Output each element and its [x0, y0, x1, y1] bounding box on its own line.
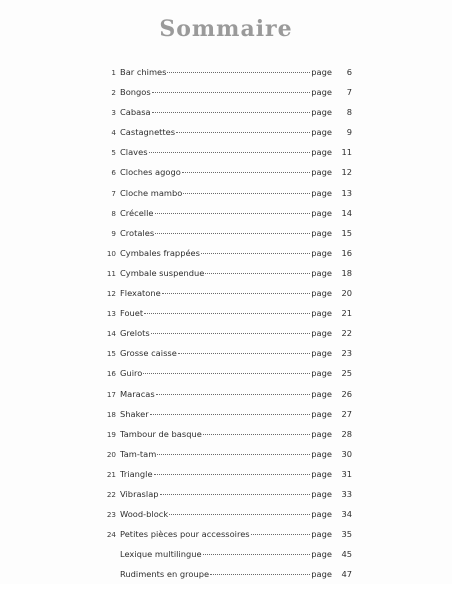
table-of-contents — [100, 67, 352, 589]
dot-leader — [160, 494, 311, 495]
toc-entry-label: Shaker — [120, 408, 149, 419]
toc-entry-number: 18 — [106, 409, 116, 419]
toc-entry-label: Crotales — [120, 227, 155, 238]
toc-entry-page-number: 45 — [341, 549, 352, 560]
toc-entry-page-word: page — [311, 147, 332, 158]
toc-entry-page-number: 20 — [341, 288, 352, 299]
toc-entry-page-word: page — [311, 569, 332, 580]
toc-entry-page-number: 35 — [341, 529, 352, 540]
toc-entry-page-number: 31 — [341, 468, 352, 479]
toc-entry-number: 13 — [106, 309, 116, 319]
toc-entry-label: Cabasa — [120, 107, 151, 118]
toc-entry — [100, 188, 352, 208]
toc-entry — [100, 368, 352, 388]
toc-entry — [100, 87, 352, 107]
dot-leader — [178, 353, 310, 354]
toc-entry — [100, 107, 352, 127]
toc-entry-label: Triangle — [120, 468, 153, 479]
dot-leader — [205, 273, 310, 274]
toc-entry-number: 1 — [111, 68, 116, 77]
toc-entry-label: Bongos — [120, 87, 151, 98]
dot-leader — [150, 414, 311, 415]
dot-leader — [210, 574, 310, 575]
toc-entry-number: 24 — [106, 530, 116, 540]
dot-leader — [182, 172, 310, 173]
toc-entry-page-number: 8 — [346, 107, 352, 118]
toc-entry-page-number: 15 — [341, 227, 352, 238]
toc-entry-label: Guiro — [120, 368, 143, 379]
toc-entry — [100, 389, 352, 409]
toc-entry-page-word: page — [311, 87, 332, 98]
toc-entry-page-number: 33 — [341, 488, 352, 499]
dot-leader — [203, 434, 310, 435]
toc-entry-page-word: page — [311, 127, 332, 138]
toc-entry-page-word: page — [311, 408, 332, 419]
toc-entry-page-number: 25 — [341, 368, 352, 379]
dot-leader — [155, 233, 310, 234]
toc-entry-number: 22 — [106, 489, 116, 499]
toc-entry-label: Grelots — [120, 328, 150, 339]
toc-entry-label: Castagnettes — [120, 127, 176, 138]
toc-entry-page-number: 14 — [341, 207, 352, 218]
toc-entry-page-number: 16 — [341, 247, 352, 258]
toc-entry-number: 20 — [106, 449, 116, 459]
toc-entry-page-word: page — [311, 167, 332, 178]
dot-leader — [156, 394, 311, 395]
toc-entry-page-number: 23 — [341, 348, 352, 359]
toc-entry-number: 10 — [106, 248, 116, 258]
toc-entry-label: Cloche mambo — [120, 187, 183, 198]
toc-entry-label: Tambour de basque — [120, 428, 202, 439]
dot-leader — [152, 112, 311, 113]
toc-entry-page-word: page — [311, 348, 332, 359]
dot-leader — [152, 92, 311, 93]
dot-leader — [149, 152, 311, 153]
toc-entry-number: 5 — [111, 148, 116, 158]
toc-entry — [100, 167, 352, 187]
toc-entry — [100, 409, 352, 429]
dot-leader — [201, 253, 310, 254]
dot-leader — [151, 333, 311, 334]
toc-entry-number: 3 — [111, 108, 116, 118]
toc-entry-label: Bar chimes — [120, 67, 167, 77]
toc-entry-number: 8 — [111, 208, 116, 218]
toc-entry-page-number: 18 — [341, 267, 352, 278]
toc-entry-number: 11 — [106, 268, 116, 278]
toc-entry-page-word: page — [311, 368, 332, 379]
toc-entry — [100, 208, 352, 228]
toc-entry-page-word: page — [311, 67, 332, 77]
dot-leader — [251, 534, 311, 535]
toc-entry-label: Fouet — [120, 308, 144, 319]
toc-entry-number: 19 — [106, 429, 116, 439]
toc-entry-page-number: 13 — [341, 187, 352, 198]
toc-entry-page-word: page — [311, 428, 332, 439]
toc-entry-page-word: page — [311, 468, 332, 479]
toc-entry — [100, 308, 352, 328]
toc-entry-page-number: 47 — [341, 569, 352, 580]
dot-leader — [167, 72, 310, 73]
toc-entry-page-word: page — [311, 288, 332, 299]
dot-leader — [183, 193, 310, 194]
toc-entry-page-number: 22 — [341, 328, 352, 339]
toc-entry — [100, 429, 352, 449]
toc-entry — [100, 348, 352, 368]
toc-entry-page-word: page — [311, 207, 332, 218]
toc-entry-label: Lexique multilingue — [120, 549, 202, 560]
toc-entry-page-word: page — [311, 187, 332, 198]
toc-entry — [100, 328, 352, 348]
toc-entry — [100, 248, 352, 268]
toc-entry-number: 14 — [106, 329, 116, 339]
dot-leader — [143, 373, 310, 374]
toc-entry-page-word: page — [311, 308, 332, 319]
toc-entry-page-number: 21 — [341, 308, 352, 319]
toc-entry-page-word: page — [311, 227, 332, 238]
toc-entry-page-number: 9 — [346, 127, 352, 138]
toc-entry-page-word: page — [311, 529, 332, 540]
toc-entry-page-word: page — [311, 247, 332, 258]
toc-entry — [100, 469, 352, 489]
toc-entry — [100, 449, 352, 469]
toc-entry-label: Flexatone — [120, 288, 161, 299]
toc-entry-page-word: page — [311, 328, 332, 339]
toc-entry-number: 21 — [106, 469, 116, 479]
toc-entry-label: Cloches agogo — [120, 167, 181, 178]
toc-entry-number: 15 — [106, 349, 116, 359]
toc-entry — [100, 529, 352, 549]
dot-leader — [176, 132, 310, 133]
toc-entry-number: 9 — [111, 228, 116, 238]
toc-entry — [100, 549, 352, 569]
toc-entry-page-number: 28 — [341, 428, 352, 439]
dot-leader — [162, 293, 311, 294]
dot-leader — [203, 554, 311, 555]
toc-entry-number: 7 — [111, 188, 116, 198]
toc-entry-label: Crécelle — [120, 207, 154, 218]
toc-entry-page-number: 34 — [341, 509, 352, 520]
toc-entry — [100, 268, 352, 288]
toc-entry — [100, 147, 352, 167]
dot-leader — [169, 514, 310, 515]
toc-entry-label: Tam-tam — [120, 448, 157, 459]
toc-entry-page-number: 7 — [346, 87, 352, 98]
toc-entry-page-number: 27 — [341, 408, 352, 419]
toc-entry-label: Claves — [120, 147, 148, 158]
toc-entry-number: 16 — [106, 369, 116, 379]
dot-leader — [144, 313, 310, 314]
dot-leader — [155, 213, 311, 214]
toc-entry-number: 23 — [106, 510, 116, 520]
toc-entry — [100, 288, 352, 308]
toc-entry-label: Wood-block — [120, 509, 169, 520]
toc-entry — [100, 509, 352, 529]
toc-entry — [100, 569, 352, 589]
page-title: Sommaire — [159, 16, 293, 42]
toc-entry-label: Cymbales frappées — [120, 247, 200, 258]
toc-entry-number: 4 — [111, 128, 116, 138]
toc-entry-number: 12 — [106, 289, 116, 299]
toc-entry-page-number: 30 — [341, 448, 352, 459]
toc-entry-label: Vibraslap — [120, 488, 159, 499]
toc-entry-page-number: 6 — [346, 67, 352, 77]
toc-entry — [100, 127, 352, 147]
toc-entry — [100, 228, 352, 248]
toc-entry-page-word: page — [311, 549, 332, 560]
toc-entry-page-word: page — [311, 267, 332, 278]
toc-entry-page-word: page — [311, 107, 332, 118]
toc-entry-number: 2 — [111, 88, 116, 98]
toc-entry-label: Maracas — [120, 388, 155, 399]
toc-entry-label: Cymbale suspendue — [120, 267, 205, 278]
toc-entry-page-word: page — [311, 509, 332, 520]
toc-entry-label: Petites pièces pour accessoires — [120, 529, 250, 540]
toc-entry-number: 6 — [111, 168, 116, 178]
toc-entry-page-number: 11 — [341, 147, 352, 158]
dot-leader — [154, 474, 311, 475]
toc-entry-page-word: page — [311, 448, 332, 459]
toc-entry-page-number: 12 — [341, 167, 352, 178]
toc-entry-page-word: page — [311, 488, 332, 499]
toc-entry — [100, 67, 352, 87]
toc-entry-page-number: 26 — [341, 388, 352, 399]
toc-entry-number: 17 — [106, 389, 116, 399]
toc-entry — [100, 489, 352, 509]
toc-entry-label: Rudiments en groupe — [120, 569, 210, 580]
dot-leader — [157, 454, 310, 455]
toc-entry-label: Grosse caisse — [120, 348, 177, 359]
toc-entry-page-word: page — [311, 388, 332, 399]
